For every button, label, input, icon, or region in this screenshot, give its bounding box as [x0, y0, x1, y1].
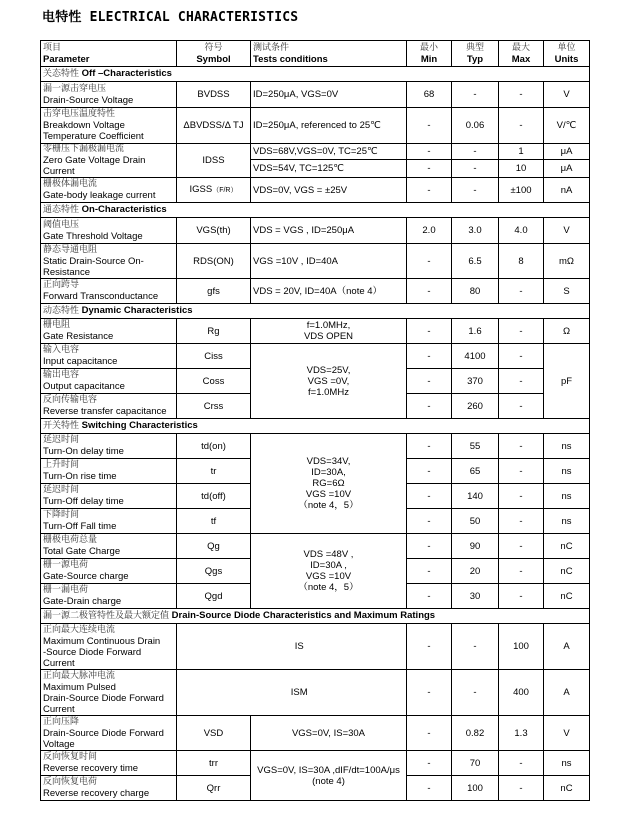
unit-cell: V/℃ [544, 108, 590, 144]
min-cell: - [407, 716, 452, 751]
param-cell: 栅极电荷总量 Total Gate Charge [41, 534, 177, 559]
symbol-cell: ΔBVDSS/Δ TJ [177, 108, 251, 144]
param-cell: 输出电容 Output capacitance [41, 369, 177, 394]
max-cell: - [499, 484, 544, 509]
param-cell: 栅电阻 Gate Resistance [41, 319, 177, 344]
table-row [41, 279, 590, 304]
param-cell: 上升时间 Turn-On rise time [41, 459, 177, 484]
typ-cell: 260 [452, 394, 499, 419]
max-cell: 1.3 [499, 716, 544, 751]
param-cell: 下降时间 Turn-Off Fall time [41, 509, 177, 534]
min-cell: - [407, 509, 452, 534]
param-cell: 反向恢复电荷 Reverse recovery charge [41, 776, 177, 801]
symbol-cell: td(on) [177, 434, 251, 459]
cond-cell: f=1.0MHz, VDS OPEN [251, 319, 407, 344]
symbol-cell: Ciss [177, 344, 251, 369]
table-row [41, 534, 590, 559]
unit-cell: ns [544, 509, 590, 534]
max-cell: - [499, 82, 544, 108]
min-cell: - [407, 751, 452, 776]
typ-cell: - [452, 178, 499, 203]
param-cell: 正向最大脉冲电流 Maximum Pulsed Drain-Source Diode Forward Current [41, 670, 177, 716]
typ-cell: 65 [452, 459, 499, 484]
typ-cell: 70 [452, 751, 499, 776]
symbol-cell: VSD [177, 716, 251, 751]
electrical-characteristics-table [40, 40, 590, 801]
max-cell: - [499, 559, 544, 584]
param-cell: 栅一源电荷 Gate-Source charge [41, 559, 177, 584]
unit-cell: V [544, 218, 590, 244]
min-cell: - [407, 776, 452, 801]
param-cell: 反向传输电容 Reverse transfer capacitance [41, 394, 177, 419]
typ-cell: 20 [452, 559, 499, 584]
unit-cell: ns [544, 484, 590, 509]
unit-cell: nC [544, 776, 590, 801]
typ-cell: 6.5 [452, 244, 499, 279]
typ-cell: 0.82 [452, 716, 499, 751]
min-cell: 68 [407, 82, 452, 108]
param-cell: 阈值电压 Gate Threshold Voltage [41, 218, 177, 244]
table-row [41, 751, 590, 776]
typ-cell: 55 [452, 434, 499, 459]
cond-cell: VDS =48V , ID=30A , VGS =10V （note 4，5） [251, 534, 407, 609]
cond-cell: VDS=54V, TC=125℃ [251, 160, 407, 178]
header-min: 最小 Min [407, 41, 452, 67]
param-cell: 栅极体漏电流 Gate-body leakage current [41, 178, 177, 203]
cond-cell: VGS =10V , ID=40A [251, 244, 407, 279]
header-units: 单位 Units [544, 41, 590, 67]
min-cell: - [407, 624, 452, 670]
max-cell: 10 [499, 160, 544, 178]
min-cell: - [407, 559, 452, 584]
table-row [41, 144, 590, 160]
cond-cell: VGS=0V, IS=30A ,dIF/dt=100A/μs (note 4) [251, 751, 407, 801]
typ-cell: - [452, 82, 499, 108]
param-cell: 正向压降 Drain-Source Diode Forward Voltage [41, 716, 177, 751]
unit-cell: ns [544, 434, 590, 459]
header-parameter: 项目 Parameter [41, 41, 177, 67]
typ-cell: - [452, 670, 499, 716]
min-cell: - [407, 434, 452, 459]
typ-cell: 140 [452, 484, 499, 509]
symbol-cell: tf [177, 509, 251, 534]
unit-cell: A [544, 670, 590, 716]
table-row [41, 716, 590, 751]
table-row [41, 670, 590, 716]
header-typ: 典型 Typ [452, 41, 499, 67]
max-cell: - [499, 459, 544, 484]
min-cell: - [407, 584, 452, 609]
page-title: 电特性 ELECTRICAL CHARACTERISTICS [42, 10, 299, 25]
param-cell: 击穿电压温度特性 Breakdown Voltage Temperature Coefficient [41, 108, 177, 144]
param-cell: 零栅压下漏极漏电流 Zero Gate Voltage Drain Current [41, 144, 177, 178]
max-cell: - [499, 108, 544, 144]
min-cell: - [407, 160, 452, 178]
section-title: 开关特性 Switching Characteristics [41, 419, 590, 434]
unit-cell: nC [544, 559, 590, 584]
unit-cell: μA [544, 160, 590, 178]
symbol-cell: IGSS（F/R） [177, 178, 251, 203]
section-off [41, 67, 590, 82]
typ-cell: 0.06 [452, 108, 499, 144]
symbol-cell: Coss [177, 369, 251, 394]
min-cell: - [407, 178, 452, 203]
symbol-cell: IDSS [177, 144, 251, 178]
unit-cell: V [544, 82, 590, 108]
max-cell: - [499, 776, 544, 801]
symbol-cell: Qg [177, 534, 251, 559]
param-cell: 静态导通电阻 Static Drain-Source On-Resistance [41, 244, 177, 279]
max-cell: - [499, 279, 544, 304]
param-cell: 栅一漏电荷 Gate-Drain charge [41, 584, 177, 609]
table-row [41, 178, 590, 203]
section-on [41, 203, 590, 218]
min-cell: - [407, 670, 452, 716]
typ-cell: 50 [452, 509, 499, 534]
typ-cell: - [452, 160, 499, 178]
unit-cell: mΩ [544, 244, 590, 279]
unit-cell: ns [544, 751, 590, 776]
min-cell: - [407, 369, 452, 394]
section-title: 动态特性 Dynamic Characteristics [41, 304, 590, 319]
param-cell: 延迟时间 Turn-Off delay time [41, 484, 177, 509]
min-cell: - [407, 344, 452, 369]
table-row [41, 244, 590, 279]
header-max: 最大 Max [499, 41, 544, 67]
typ-cell: 30 [452, 584, 499, 609]
max-cell: 8 [499, 244, 544, 279]
cond-cell: ID=250μA, VGS=0V [251, 82, 407, 108]
max-cell: 1 [499, 144, 544, 160]
min-cell: - [407, 459, 452, 484]
section-switching [41, 419, 590, 434]
symbol-cell: Qrr [177, 776, 251, 801]
symbol-cell: tr [177, 459, 251, 484]
symbol-cell: trr [177, 751, 251, 776]
symbol-cell: BVDSS [177, 82, 251, 108]
unit-cell: Ω [544, 319, 590, 344]
cond-cell: ISM [251, 670, 407, 716]
min-cell: - [407, 534, 452, 559]
symbol-cell: Rg [177, 319, 251, 344]
max-cell: - [499, 751, 544, 776]
max-cell: 400 [499, 670, 544, 716]
cond-cell: VDS = VGS , ID=250μA [251, 218, 407, 244]
min-cell: 2.0 [407, 218, 452, 244]
typ-cell: 100 [452, 776, 499, 801]
param-cell: 正向跨导 Forward Transconductance [41, 279, 177, 304]
max-cell: - [499, 534, 544, 559]
unit-cell: nA [544, 178, 590, 203]
table-header-row [41, 41, 590, 67]
max-cell: - [499, 394, 544, 419]
table-row [41, 319, 590, 344]
symbol-cell: Crss [177, 394, 251, 419]
min-cell: - [407, 144, 452, 160]
symbol-cell: td(off) [177, 484, 251, 509]
unit-cell: A [544, 624, 590, 670]
param-cell: 正向最大连续电流 Maximum Continuous Drain -Source Diode Forward Current [41, 624, 177, 670]
min-cell: - [407, 244, 452, 279]
section-title: 漏一源二极管特性及最大额定值 Drain-Source Diode Characteristics and Maximum Ratings [41, 609, 590, 624]
cond-cell: IS [251, 624, 407, 670]
min-cell: - [407, 279, 452, 304]
table-row [41, 624, 590, 670]
table-row [41, 218, 590, 244]
header-tests: 测试条件 Tests conditions [251, 41, 407, 67]
typ-cell: 4100 [452, 344, 499, 369]
max-cell: - [499, 509, 544, 534]
cond-cell: ID=250μA, referenced to 25℃ [251, 108, 407, 144]
typ-cell: 80 [452, 279, 499, 304]
min-cell: - [407, 319, 452, 344]
typ-cell: 3.0 [452, 218, 499, 244]
symbol-cell: VGS(th) [177, 218, 251, 244]
min-cell: - [407, 108, 452, 144]
unit-cell: nC [544, 584, 590, 609]
symbol-cell: Qgs [177, 559, 251, 584]
max-cell: 4.0 [499, 218, 544, 244]
cond-cell: VDS=34V, ID=30A, RG=6Ω VGS =10V （note 4，5） [251, 434, 407, 534]
unit-cell: μA [544, 144, 590, 160]
table-row [41, 434, 590, 459]
max-cell: ±100 [499, 178, 544, 203]
max-cell: - [499, 344, 544, 369]
param-cell: 反向恢复时间 Reverse recovery time [41, 751, 177, 776]
header-symbol: 符号 Symbol [177, 41, 251, 67]
cond-cell: VGS=0V, IS=30A [251, 716, 407, 751]
section-diode [41, 609, 590, 624]
section-dynamic [41, 304, 590, 319]
section-title: 关态特性 Off –Characteristics [41, 67, 590, 82]
unit-cell: nC [544, 534, 590, 559]
unit-cell: V [544, 716, 590, 751]
symbol-cell [177, 670, 251, 716]
param-cell: 漏一源击穿电压 Drain-Source Voltage [41, 82, 177, 108]
typ-cell: 370 [452, 369, 499, 394]
typ-cell: 1.6 [452, 319, 499, 344]
symbol-cell [177, 624, 251, 670]
unit-cell: S [544, 279, 590, 304]
max-cell: 100 [499, 624, 544, 670]
cond-cell: VDS = 20V, ID=40A（note 4） [251, 279, 407, 304]
max-cell: - [499, 319, 544, 344]
symbol-cell: gfs [177, 279, 251, 304]
table-row [41, 108, 590, 144]
min-cell: - [407, 394, 452, 419]
table-row [41, 82, 590, 108]
cond-cell: VDS=25V, VGS =0V, f=1.0MHz [251, 344, 407, 419]
max-cell: - [499, 584, 544, 609]
min-cell: - [407, 484, 452, 509]
cond-cell: VDS=0V, VGS = ±25V [251, 178, 407, 203]
typ-cell: 90 [452, 534, 499, 559]
typ-cell: - [452, 144, 499, 160]
symbol-cell: RDS(ON) [177, 244, 251, 279]
cond-cell: VDS=68V,VGS=0V, TC=25℃ [251, 144, 407, 160]
max-cell: - [499, 434, 544, 459]
section-title: 通态特性 On-Characteristics [41, 203, 590, 218]
symbol-cell: Qgd [177, 584, 251, 609]
param-cell: 输入电容 Input capacitance [41, 344, 177, 369]
typ-cell: - [452, 624, 499, 670]
max-cell: - [499, 369, 544, 394]
unit-cell: pF [544, 344, 590, 419]
param-cell: 延迟时间 Turn-On delay time [41, 434, 177, 459]
table-row [41, 344, 590, 369]
unit-cell: ns [544, 459, 590, 484]
